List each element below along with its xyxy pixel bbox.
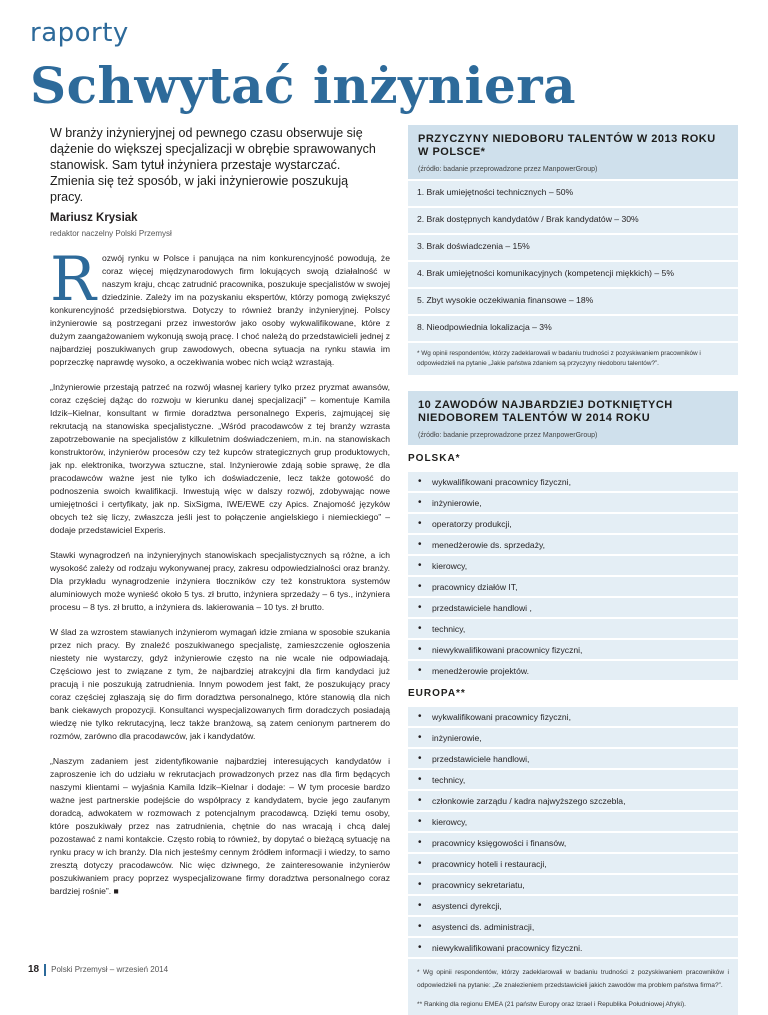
cause-item: 4. Brak umiejętności komunikacyjnych (kompetencji miękkich) – 5% [408, 260, 738, 287]
profession-item: • technicy, [408, 617, 738, 638]
profession-item: • pracownicy działów IT, [408, 575, 738, 596]
footer-publication: Polski Przemysł – wrzesień 2014 [51, 965, 169, 975]
profession-item: • inżynierowie, [408, 726, 738, 747]
profession-item: • menedżerowie ds. sprzedaży, [408, 533, 738, 554]
poland-header: POLSKA* [408, 445, 738, 470]
article-paragraph [50, 244, 390, 369]
profession-item: • operatorzy produkcji, [408, 512, 738, 533]
author-name: Mariusz Krysiak [50, 212, 138, 224]
sidebar [408, 125, 738, 1015]
author-role: redaktor naczelny Polski Przemysł [50, 229, 172, 238]
article-paragraph: „Inżynierowie przestają patrzeć na rozwój własnej kariery tylko przez pryzmat awansów, coraz częściej dążąc do rozwoju w kierunku danej specjalizacji” – komentuje Kamila Idzik–Kielnar, konsultant w firmie doradztwa personalnego Experis, zajmującej się rekrutacją na stanowiska specjalistyczne. „Wśród pracodawców z tej branży wzrasta zapotrzebowanie na specjalistów z kilkuletnim doświadczeniem, m.in. na stanowiskach konstruktorów, inżynierów procesów czy też kupców strategicznych grup produktowych, jak np. elektronika, tworzywa sztuczne, stal. Inżynierowie zdają sobie sprawę, że dla pracodawców ważne jest nie tylko ich doświadczenie, lecz także gotowość do podnoszenia swoich kwalifikacji. Inwestują więc w dalszy rozwój, zdobywając nowe umiejętności i certyfikaty, jak np. SixSigma, IWE/EWE czy Apics. Znajomość języków obcych też się liczy, zwłaszcza jeśli jest to połączenie angielskiego i niemieckiego” – dodaje przedstawiciel Experis. [50, 382, 390, 535]
cause-item: 1. Brak umiejętności technicznych – 50% [408, 179, 738, 206]
profession-item: • wykwalifikowani pracownicy fizyczni, [408, 705, 738, 726]
europe-header: EUROPA** [408, 680, 738, 705]
profession-item: • technicy, [408, 768, 738, 789]
cause-item: 2. Brak dostępnych kandydatów / Brak kandydatów – 30% [408, 206, 738, 233]
profession-item: • wykwalifikowani pracownicy fizyczni, [408, 470, 738, 491]
box-note: * Wg opinii respondentów, którzy zadeklarowali w badaniu trudności z pozyskiwaniem pracowników i odpowiedzieli na pytanie „Jakie państwa zdaniem są przyczyny niedoboru talentów?”. [408, 341, 738, 375]
box-header [408, 125, 738, 179]
profession-item: • asystenci ds. administracji, [408, 915, 738, 936]
article-headline: Schwytać inżyniera [30, 56, 577, 115]
box-source: (źródło: badanie przeprowadzone przez ManpowerGroup) [418, 432, 598, 439]
article-lead: W branży inżynieryjnej od pewnego czasu obserwuje się dążenie do większej specjalizacji w obrębie sprawowanych stanowisk. Sam tytuł inżyniera przestaje wystarczać. Zmienia się też sposób, w jaki inżynierowie poszukują pracy. [50, 126, 376, 204]
article-paragraph: W ślad za wzrostem stawianych inżynierom wymagań idzie zmiana w sposobie szukania przez nich pracy. By znaleźć poszukiwanego specjalistę, zamieszczenie ogłoszenia niestety nie wystarczy, gdyż inżynierowie często na nie wcale nie odpowiadają. Częściowo jest to związane z tym, że najbardziej atrakcyjni dla firm kandydaci już pracują i nie poszukują zatrudnienia. Innym powodem jest fakt, że poszukujący pracy coraz częściej zgłaszają się do firm doradztwa personalnego, które stanowią dla nich bank ciekawych propozycji. Konsultanci wyspecjalizowanych firm doradczych posiadają wiedzę nie tylko rekrutacyjną, lecz także branżową, są zatem cenionym partnerem do rozmów, zarówno dla pracodawców, jak i kandydatów. [50, 627, 390, 741]
profession-item: • członkowie zarządu / kadra najwyższego szczebla, [408, 789, 738, 810]
drop-cap: R [50, 244, 96, 315]
section-label: raporty [30, 18, 129, 48]
cause-item: 5. Zbyt wysokie oczekiwania finansowe – 18% [408, 287, 738, 314]
box-source: (źródło: badanie przeprowadzone przez ManpowerGroup) [418, 166, 598, 173]
box-header [408, 391, 738, 445]
box-title: PRZYCZYNY NIEDOBORU TALENTÓW W 2013 ROKU W POLSCE* [418, 133, 716, 158]
paragraph-text: ozwój rynku w Polsce i panująca na nim konkurencyjność powodują, że coraz więcej międzynarodowych firm lokujących swoją działalność w naszym kraju, chcąc zatrudnić pracownika, poszukuje specjalistów w swojej dziedzinie. Zależy im na pozyskaniu ekspertów, którzy pomogą zwiększyć konkurencyjność przedsiębiorstwa. Dotyczy to również branży inżynieryjnej. Polscy inżynierowie są postrzegani przez inwestorów jako osoby wykwalifikowane, które z dużym zaangażowaniem wykonują swoją pracę. I choć należą do przedstawicieli jednej z najbardziej poszukiwanych grup zawodowych, obecna sytuacja na rynku stawia im poprzeczkę naprawdę wysoko, a oczekiwania wobec nich wciąż wzrastają. [50, 253, 390, 367]
profession-item: • pracownicy sekretariatu, [408, 873, 738, 894]
talent-shortage-causes-box [408, 125, 738, 375]
footer-divider [44, 964, 46, 976]
profession-item: • kierowcy, [408, 810, 738, 831]
profession-item: • niewykwalifikowani pracownicy fizyczni, [408, 638, 738, 659]
page-number: 18 [28, 964, 40, 976]
footnote [408, 957, 738, 1015]
footnote-text: ** Ranking dla regionu EMEA (21 państw Europy oraz Izrael i Republika Południowej Afryki). [417, 1001, 687, 1008]
article-paragraph: Stawki wynagrodzeń na inżynieryjnych stanowiskach specjalistycznych są różne, a ich wysokość zależy od rodzaju wykonywanej pracy, zakresu odpowiedzialności oraz branży. Dla przykładu wynagrodzenie inżyniera tłoczników czy też konstruktora systemów aluminiowych może wynieść około 5 tys. zł brutto, inżyniera sprzedaży – 6 tys., inżyniera procesu – 8 tys. zł brutto, a inżyniera ds. lakierowania – 10 tys. zł brutto. [50, 550, 390, 612]
profession-item: • kierowcy, [408, 554, 738, 575]
profession-item: • asystenci dyrekcji, [408, 894, 738, 915]
profession-item: • pracownicy hoteli i restauracji, [408, 852, 738, 873]
article-body [50, 244, 390, 910]
cause-item: 3. Brak doświadczenia – 15% [408, 233, 738, 260]
profession-item: • przedstawiciele handlowi , [408, 596, 738, 617]
box-title: 10 ZAWODÓW NAJBARDZIEJ DOTKNIĘTYCH NIEDOBOREM TALENTÓW W 2014 ROKU [418, 399, 673, 424]
footnote-text: * Wg opinii respondentów, którzy zadeklarowali w badaniu trudności z pozyskiwaniem pracowników i odpowiedzieli na pytanie: „Ze znalezieniem przedstawicieli jakich zawodów ma problem państwa firma?”. [417, 969, 729, 989]
profession-item: • pracownicy księgowości i finansów, [408, 831, 738, 852]
profession-item: • menedżerowie projektów. [408, 659, 738, 680]
top-ten-professions-box [408, 391, 738, 1015]
page-footer [28, 964, 168, 976]
profession-item: • niewykwalifikowani pracownicy fizyczni. [408, 936, 738, 957]
cause-item: 8. Nieodpowiednia lokalizacja – 3% [408, 314, 738, 341]
article-paragraph: „Naszym zadaniem jest zidentyfikowanie najbardziej interesujących kandydatów i zaproszenie ich do udziału w rekrutacjach prowadzonych przez nas dla firm będących naszymi klientami – wyjaśnia Kamila Idzik–Kielnar i dodaje: – W tym procesie bardzo ważne jest partnerskie podejście do współpracy z kandydatem, bycie jego zaufanym doradcą, adwokatem w rozmowach z potencjalnym pracodawcą. Dzięki temu osoby, które poszukiwały przez nas zatrudnienia, chętnie do nas wracają i chcą dalej pozostawać z nami kontakcie. Często robią to również, by dopytać o bieżącą sytuację na rynku pracy w ich branży. Dla nich jesteśmy cennym źródłem informacji i wiedzy, to samo zresztą dotyczy pracodawców. Nic więc dziwnego, że zainteresowanie inżynierów poszukiwaniem pracy poprzez wyspecjalizowane firmy doradztwa personalnego coraz bardziej rośnie”. ■ [50, 756, 390, 896]
profession-item: • przedstawiciele handlowi, [408, 747, 738, 768]
profession-item: • inżynierowie, [408, 491, 738, 512]
